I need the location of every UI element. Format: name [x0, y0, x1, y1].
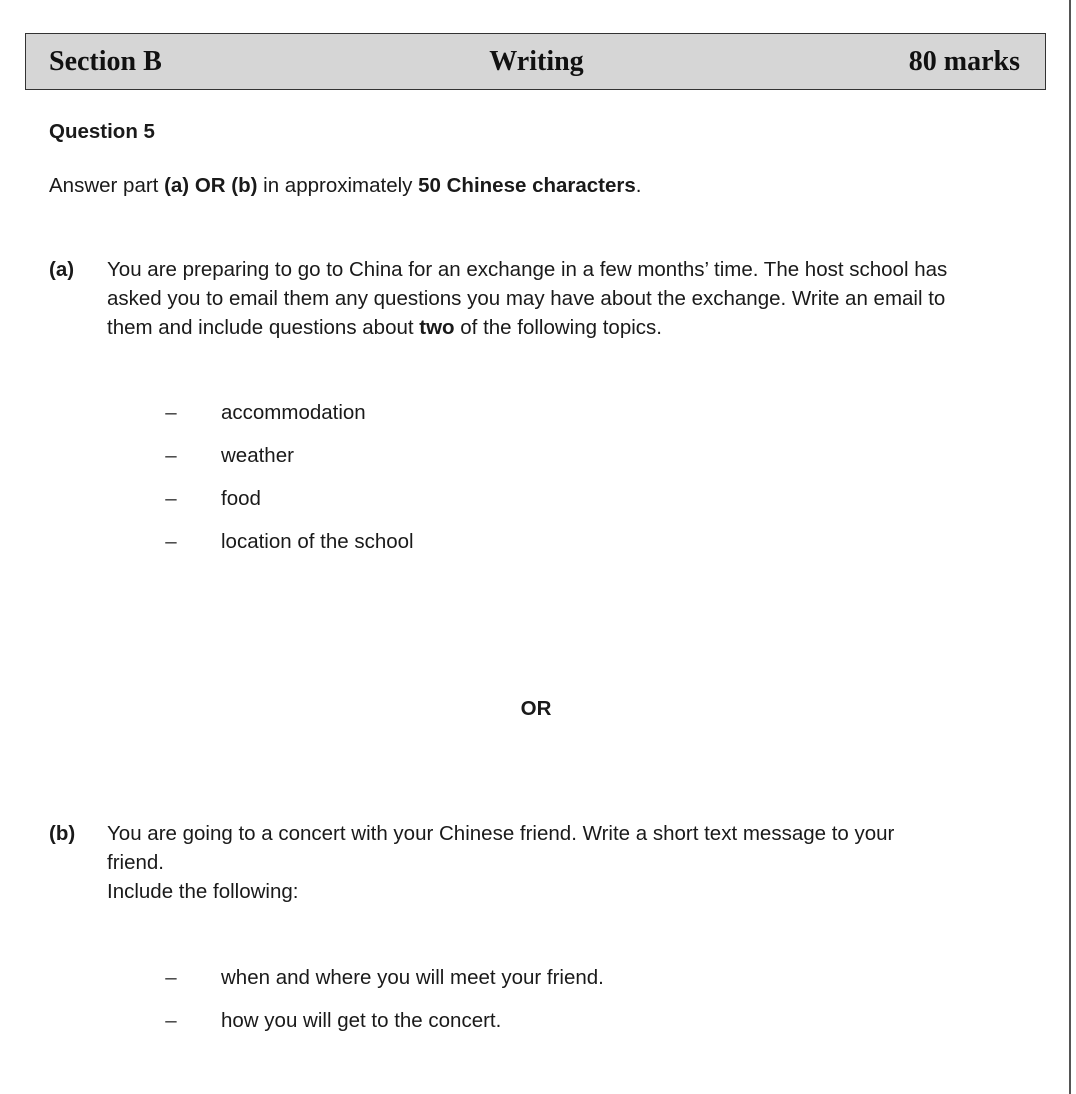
- part-a-bullet-text: accommodation: [221, 401, 366, 424]
- part-a-bullet-text: weather: [221, 444, 294, 467]
- part-b-bullet-text: when and where you will meet your friend.: [221, 966, 604, 989]
- section-marks: 80 marks: [908, 46, 1020, 77]
- part-a-prompt: [107, 255, 947, 342]
- part-a-line-3-emphasis: two: [419, 316, 455, 339]
- part-a-line-3-prefix: them and include questions about: [107, 316, 420, 339]
- instruction-count: 50 Chinese characters: [418, 174, 636, 197]
- part-a-line-2: asked you to email them any questions you may have about the exchange. Write an email to: [107, 287, 946, 310]
- instruction-prefix: Answer part: [49, 174, 165, 197]
- part-b-label: (b): [49, 822, 76, 845]
- part-b-line-1: You are going to a concert with your Chinese friend. Write a short text message to your: [107, 822, 895, 845]
- instruction-middle: in approximately: [257, 174, 419, 197]
- instruction-suffix: .: [635, 174, 642, 197]
- dash-marker: –: [165, 444, 177, 467]
- part-a-bullet-text: food: [221, 487, 261, 510]
- part-b-line-2: friend.: [107, 851, 164, 874]
- section-title: Writing: [489, 46, 584, 77]
- part-a-line-3-suffix: of the following topics.: [454, 316, 662, 339]
- instruction-parts: (a) OR (b): [164, 174, 258, 197]
- part-a-line-1: You are preparing to go to China for an exchange in a few months’ time. The host school has: [107, 258, 948, 281]
- part-a-label: (a): [49, 258, 75, 281]
- part-b-line-3: Include the following:: [107, 880, 299, 903]
- section-label: Section B: [49, 46, 162, 77]
- dash-marker: –: [165, 530, 177, 553]
- question-title: Question 5: [49, 120, 155, 143]
- dash-marker: –: [165, 401, 177, 424]
- part-b-prompt: [107, 819, 894, 906]
- question-instruction: [49, 171, 641, 200]
- page-edge-rule: [1069, 0, 1071, 1094]
- dash-marker: –: [165, 966, 177, 989]
- part-a-line-3: [107, 313, 947, 342]
- dash-marker: –: [165, 487, 177, 510]
- dash-marker: –: [165, 1009, 177, 1032]
- part-b-bullet-text: how you will get to the concert.: [221, 1009, 502, 1032]
- part-a-bullet-text: location of the school: [221, 530, 414, 553]
- or-separator: OR: [520, 697, 552, 720]
- section-header-bar: [25, 33, 1046, 90]
